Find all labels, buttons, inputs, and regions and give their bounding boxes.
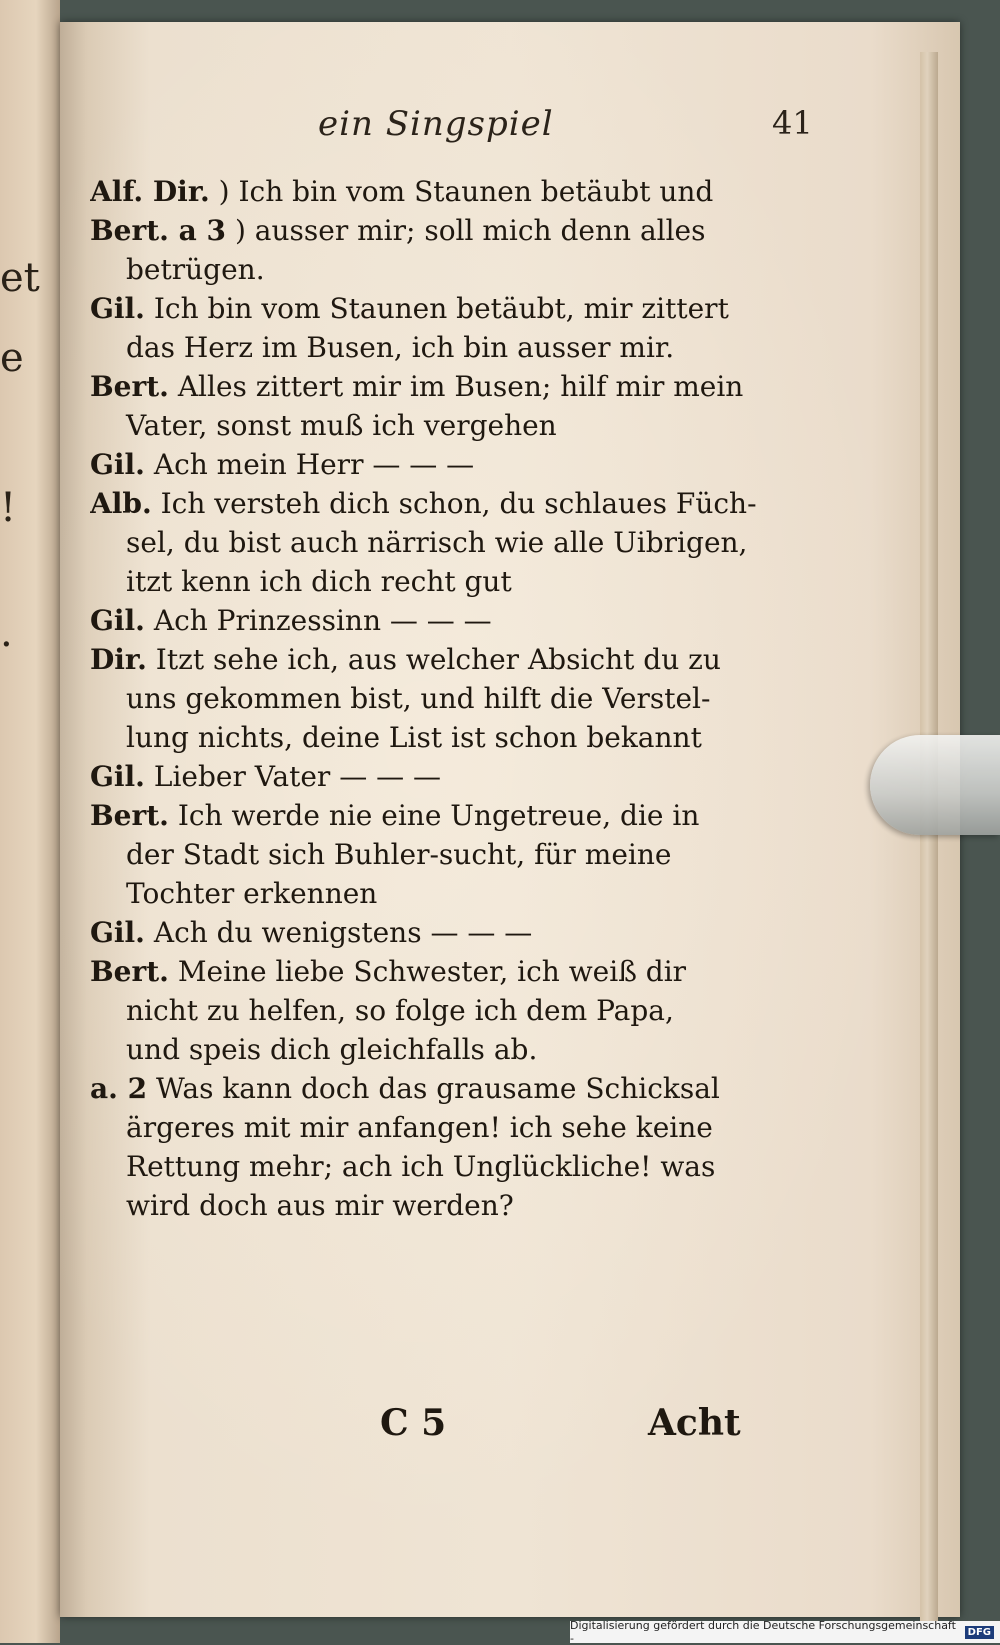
text-line xyxy=(90,562,790,601)
line-text: wird doch aus mir werden? xyxy=(126,1189,514,1222)
speaker-label: Gil. xyxy=(90,604,145,637)
line-text: Itzt sehe ich, aus welcher Absicht du zu xyxy=(155,643,721,676)
text-line xyxy=(90,367,790,406)
text-line xyxy=(90,172,790,211)
speaker-label: Gil. xyxy=(90,448,145,481)
dialogue-text xyxy=(90,172,790,1225)
text-line xyxy=(90,601,790,640)
text-line xyxy=(90,640,790,679)
page-clip xyxy=(870,735,1000,835)
text-line xyxy=(90,250,790,289)
text-line xyxy=(90,913,790,952)
speaker-label: Gil. xyxy=(90,292,145,325)
text-line xyxy=(90,1069,790,1108)
speaker-label: Dir. xyxy=(90,643,147,676)
speaker-label: Alb. xyxy=(90,487,152,520)
previous-page-fragment: . xyxy=(0,610,13,656)
text-line xyxy=(90,445,790,484)
text-line xyxy=(90,1147,790,1186)
line-text: Ich bin vom Staunen betäubt, mir zittert xyxy=(153,292,729,325)
line-text: ) Ich bin vom Staunen betäubt und xyxy=(218,175,714,208)
text-line xyxy=(90,796,790,835)
catchword: Acht xyxy=(648,1402,741,1444)
speaker-label: Bert. xyxy=(90,799,169,832)
line-text: uns gekommen bist, und hilft die Verstel- xyxy=(126,682,711,715)
text-line xyxy=(90,211,790,250)
line-text: nicht zu helfen, so folge ich dem Papa, xyxy=(126,994,674,1027)
text-line xyxy=(90,523,790,562)
line-text: Ich versteh dich schon, du schlaues Füch- xyxy=(160,487,757,520)
dfg-logo: DFG xyxy=(965,1626,994,1639)
speaker-label: Gil. xyxy=(90,916,145,949)
text-line xyxy=(90,1108,790,1147)
line-text: sel, du bist auch närrisch wie alle Uibrigen, xyxy=(126,526,748,559)
text-line xyxy=(90,835,790,874)
running-head: ein Singspiel xyxy=(318,104,554,144)
text-line xyxy=(90,328,790,367)
book-page xyxy=(60,22,960,1617)
speaker-label: Bert. xyxy=(90,955,169,988)
line-text: Rettung mehr; ach ich Unglückliche! was xyxy=(126,1150,716,1183)
line-text: Ich werde nie eine Ungetreue, die in xyxy=(177,799,700,832)
text-line xyxy=(90,718,790,757)
text-line xyxy=(90,289,790,328)
signature-mark: C 5 xyxy=(380,1402,447,1444)
line-text: und speis dich gleichfalls ab. xyxy=(126,1033,538,1066)
text-line xyxy=(90,991,790,1030)
line-text: Ach du wenigstens — — — xyxy=(153,916,533,949)
digitization-banner xyxy=(570,1621,1000,1643)
previous-page-fragment: e xyxy=(0,335,24,381)
page-footer xyxy=(60,1402,960,1452)
text-line xyxy=(90,484,790,523)
line-text: itzt kenn ich dich recht gut xyxy=(126,565,512,598)
speaker-label: Bert. a 3 xyxy=(90,214,227,247)
line-text: ) ausser mir; soll mich denn alles xyxy=(234,214,706,247)
speaker-label: a. 2 xyxy=(90,1072,148,1105)
line-text: ärgeres mit mir anfangen! ich sehe keine xyxy=(126,1111,713,1144)
page-stack-edge xyxy=(920,52,938,1627)
text-line xyxy=(90,952,790,991)
text-line xyxy=(90,1186,790,1225)
line-text: Vater, sonst muß ich vergehen xyxy=(126,409,557,442)
line-text: Meine liebe Schwester, ich weiß dir xyxy=(177,955,687,988)
speaker-label: Gil. xyxy=(90,760,145,793)
line-text: Lieber Vater — — — xyxy=(153,760,441,793)
speaker-label: Bert. xyxy=(90,370,169,403)
text-line xyxy=(90,679,790,718)
line-text: Tochter erkennen xyxy=(126,877,378,910)
speaker-label: Alf. Dir. xyxy=(90,175,210,208)
page-number: 41 xyxy=(772,104,813,142)
text-line xyxy=(90,757,790,796)
text-line xyxy=(90,874,790,913)
line-text: betrügen. xyxy=(126,253,265,286)
previous-page-fragment: et xyxy=(0,255,40,301)
previous-page-edge xyxy=(0,0,60,1643)
line-text: lung nichts, deine List ist schon bekannt xyxy=(126,721,702,754)
line-text: Ach Prinzessinn — — — xyxy=(153,604,492,637)
line-text: Was kann doch das grausame Schicksal xyxy=(156,1072,720,1105)
text-line xyxy=(90,406,790,445)
line-text: der Stadt sich Buhler-sucht, für meine xyxy=(126,838,672,871)
line-text: Ach mein Herr — — — xyxy=(153,448,475,481)
previous-page-fragment: ! xyxy=(0,485,17,531)
line-text: das Herz im Busen, ich bin ausser mir. xyxy=(126,331,675,364)
banner-text: Digitalisierung gefördert durch die Deutsche Forschungsgemeinschaft - xyxy=(570,1619,956,1645)
text-line xyxy=(90,1030,790,1069)
line-text: Alles zittert mir im Busen; hilf mir mein xyxy=(177,370,744,403)
